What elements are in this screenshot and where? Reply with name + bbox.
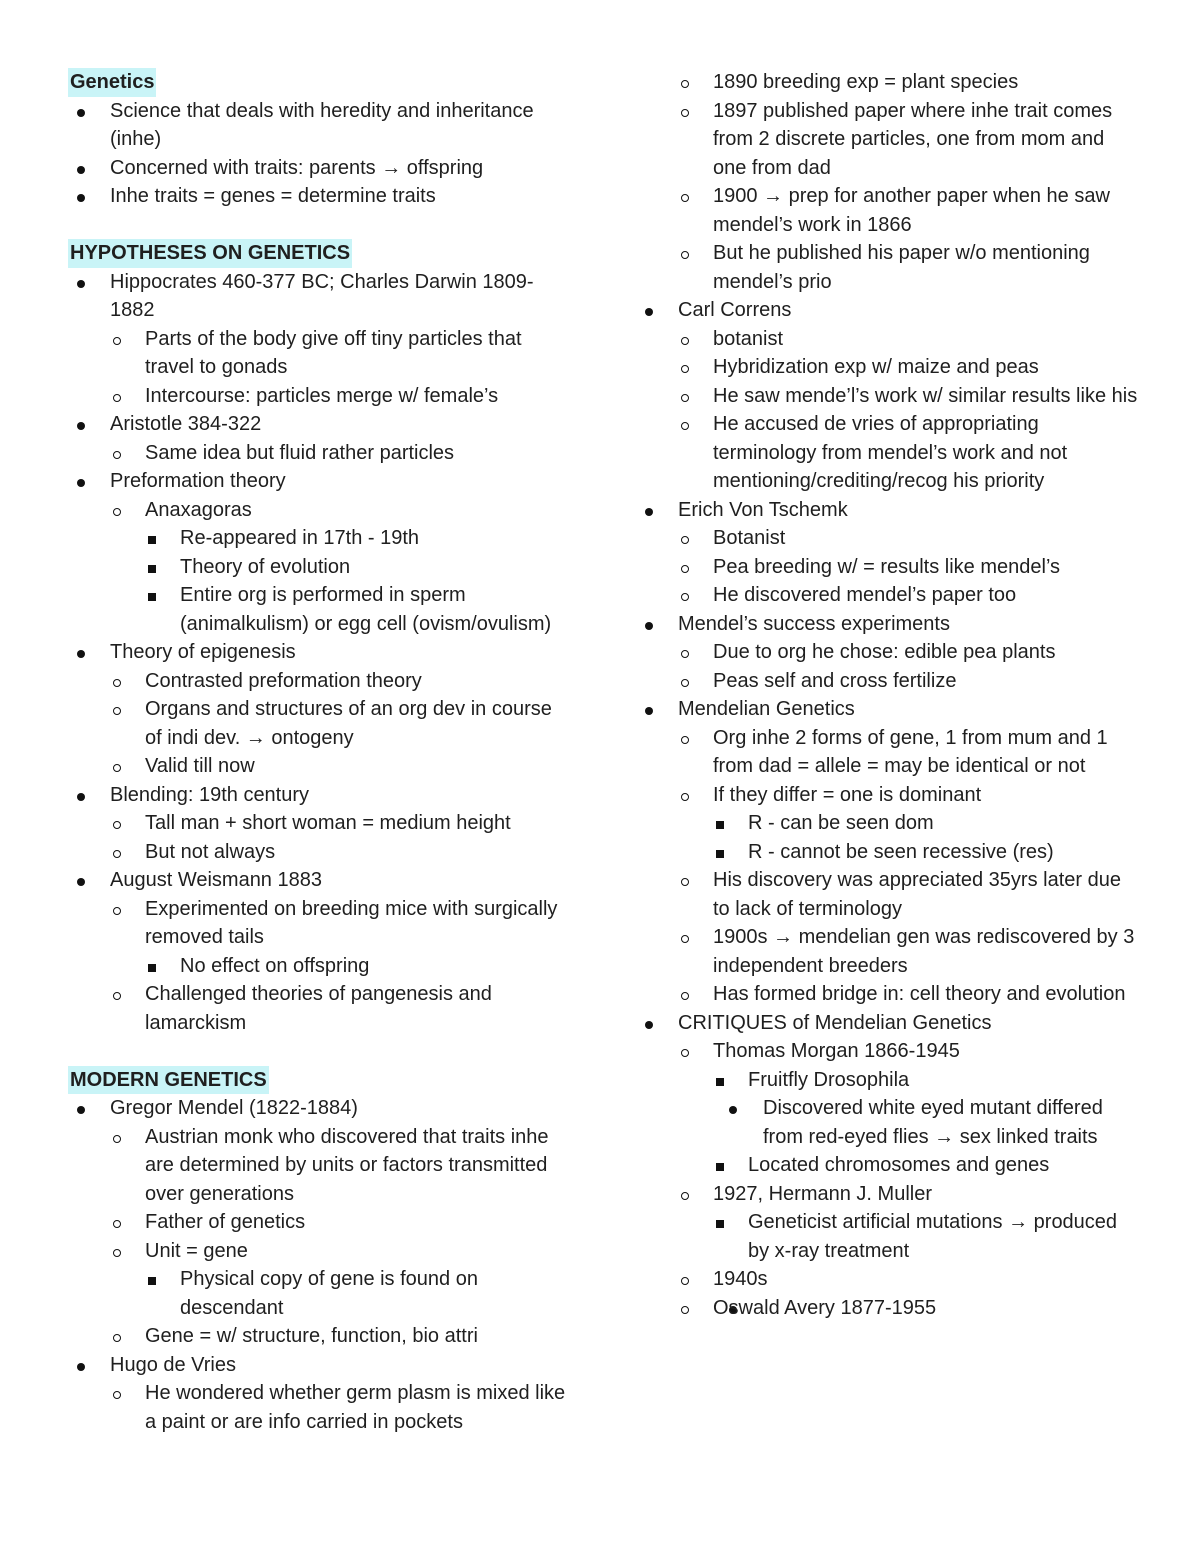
list-item xyxy=(638,496,1138,525)
list-item xyxy=(70,667,570,696)
bullet-circle-icon xyxy=(678,524,692,553)
bullet-circle-icon xyxy=(678,382,692,411)
list-item-text: Organs and structures of an org dev in course of indi dev. → ontogeny xyxy=(145,698,552,749)
list-item-text: Hugo de Vries xyxy=(110,1353,236,1376)
list-item-text: Discovered white eyed mutant differed from red-eyed flies → sex linked traits xyxy=(763,1097,1103,1148)
list-item xyxy=(638,325,1138,354)
bullet-square-icon xyxy=(713,1208,727,1237)
list-item-text: Mendelian Genetics xyxy=(678,698,855,720)
list-item xyxy=(638,1265,1138,1294)
list-item-text: Hippocrates 460-377 BC; Charles Darwin 1809-1882 xyxy=(110,270,534,321)
list-item-text: Aristotle 384-322 xyxy=(110,413,262,435)
list-item xyxy=(638,667,1138,696)
bullet-circle-icon xyxy=(110,382,124,411)
list-item xyxy=(70,524,570,553)
list-item-text: Unit = gene xyxy=(145,1239,248,1262)
list-item-text: Oswald Avery 1877-1955 xyxy=(713,1296,937,1319)
bullet-disc-icon xyxy=(74,781,88,810)
right-column xyxy=(638,68,1138,1322)
bullet-disc-icon xyxy=(642,695,656,724)
bullet-disc-icon xyxy=(74,410,88,439)
bullet-square-icon xyxy=(713,838,727,867)
section-heading: HYPOTHESES ON GENETICS xyxy=(68,239,352,268)
bullet-circle-icon xyxy=(110,895,124,924)
list-item xyxy=(638,524,1138,553)
list-item-text: Intercourse: particles merge w/ female’s xyxy=(145,384,499,407)
list-item-text: His discovery was appreciated 35yrs later due to lack of terminology xyxy=(713,869,1121,920)
list-item xyxy=(638,239,1138,296)
list-item xyxy=(638,1066,1138,1095)
list-item xyxy=(70,182,570,211)
bullet-disc-icon xyxy=(642,610,656,639)
list-item xyxy=(638,1151,1138,1180)
list-item-text: Located chromosomes and genes xyxy=(748,1154,1050,1176)
bullet-circle-icon xyxy=(678,553,692,582)
list-item-text: 1897 published paper where inhe trait comes from 2 discrete particles, one from mom and one from dad xyxy=(713,99,1113,179)
list-item-text: Carl Correns xyxy=(678,299,792,321)
left-column xyxy=(70,68,570,1436)
list-item-text: Valid till now xyxy=(145,755,255,777)
list-item-text: R - can be seen dom xyxy=(748,812,934,834)
list-item xyxy=(638,182,1138,239)
bullet-circle-icon xyxy=(110,695,124,724)
list-item-text: Erich Von Tschemk xyxy=(678,498,848,521)
list-item xyxy=(638,382,1138,411)
list-item-text: Science that deals with heredity and inheritance (inhe) xyxy=(110,99,534,150)
list-item xyxy=(638,923,1138,980)
list-item xyxy=(70,1094,570,1123)
bullet-circle-icon xyxy=(678,781,692,810)
list-item xyxy=(638,1037,1138,1066)
list-item xyxy=(638,838,1138,867)
list-item-text: Same idea but fluid rather particles xyxy=(145,441,455,464)
list-item-text: botanist xyxy=(713,327,784,350)
bullet-disc-icon xyxy=(642,496,656,525)
list-item-text: Pea breeding w/ = results like mendel’s xyxy=(713,555,1061,578)
list-item-text: Org inhe 2 forms of gene, 1 from mum and 1 from dad = allele = may be identical or not xyxy=(713,726,1108,777)
list-item-text: Challenged theories of pangenesis and lamarckism xyxy=(145,983,492,1034)
list-item-text: Anaxagoras xyxy=(145,498,252,521)
bullet-circle-icon xyxy=(678,410,692,439)
list-item xyxy=(70,1123,570,1209)
list-item xyxy=(70,1351,570,1380)
bullet-circle-icon xyxy=(110,1123,124,1152)
list-item xyxy=(638,1094,1138,1151)
list-item xyxy=(638,1009,1138,1038)
bullet-circle-icon xyxy=(678,1180,692,1209)
blank-line xyxy=(70,1037,570,1066)
list-item-text: 1900 → prep for another paper when he saw mendel’s work in 1866 xyxy=(713,185,1110,236)
list-item-text: Theory of epigenesis xyxy=(110,641,296,663)
list-item xyxy=(638,1294,1138,1323)
blank-line xyxy=(70,211,570,240)
section-heading: Genetics xyxy=(68,68,156,97)
list-item xyxy=(70,809,570,838)
list-item-text: Re-appeared in 17th - 19th xyxy=(180,527,420,549)
list-item xyxy=(638,866,1138,923)
bullet-circle-icon xyxy=(110,1237,124,1266)
list-item xyxy=(70,553,570,582)
bullet-square-icon xyxy=(145,1265,159,1294)
list-item-text: Parts of the body give off tiny particles that travel to gonads xyxy=(145,327,522,378)
bullet-disc-icon xyxy=(74,638,88,667)
bullet-circle-icon xyxy=(678,581,692,610)
list-item-text: Concerned with traits: parents → offspring xyxy=(110,156,484,179)
list-item xyxy=(638,980,1138,1009)
list-item-text: Austrian monk who discovered that traits inhe are determined by units or factors transmitted over generations xyxy=(145,1125,549,1205)
list-item xyxy=(70,695,570,752)
list-item xyxy=(638,1208,1138,1265)
list-item xyxy=(70,952,570,981)
list-item xyxy=(70,467,570,496)
list-item-text: Father of genetics xyxy=(145,1211,306,1233)
list-item xyxy=(638,781,1138,810)
bullet-disc-icon xyxy=(74,467,88,496)
section-heading-row xyxy=(70,239,570,268)
list-item-text: Contrasted preformation theory xyxy=(145,669,422,692)
list-item-text: 1940s xyxy=(713,1268,768,1290)
list-item-text: Blending: 19th century xyxy=(110,783,310,806)
bullet-disc-icon xyxy=(74,1094,88,1123)
list-item xyxy=(70,1208,570,1237)
bullet-circle-icon xyxy=(110,667,124,696)
bullet-circle-icon xyxy=(678,923,692,952)
list-item xyxy=(638,296,1138,325)
list-item-text: He wondered whether germ plasm is mixed like a paint or are info carried in pockets xyxy=(145,1382,566,1433)
list-item xyxy=(70,410,570,439)
bullet-circle-icon xyxy=(678,1265,692,1294)
bullet-circle-icon xyxy=(678,667,692,696)
list-item-text: R - cannot be seen recessive (res) xyxy=(748,840,1054,863)
list-item-text: No effect on offspring xyxy=(180,954,370,977)
bullet-circle-icon xyxy=(678,182,692,211)
list-item-text: Mendel’s success experiments xyxy=(678,612,950,635)
list-item-text: But not always xyxy=(145,840,276,863)
list-item xyxy=(638,410,1138,496)
list-item-text: August Weismann 1883 xyxy=(110,869,322,891)
list-item xyxy=(70,838,570,867)
list-item xyxy=(70,154,570,183)
bullet-square-icon xyxy=(713,1151,727,1180)
bullet-circle-icon xyxy=(678,325,692,354)
bullet-circle-icon xyxy=(678,239,692,268)
list-item-text: He accused de vries of appropriating terminology from mendel’s work and not mentioning/crediting/recog his priority xyxy=(713,413,1068,492)
list-item-text: Gregor Mendel (1822-1884) xyxy=(110,1097,358,1119)
bullet-disc-icon xyxy=(726,1094,740,1123)
list-item xyxy=(70,1265,570,1322)
bullet-circle-icon xyxy=(110,838,124,867)
bullet-circle-icon xyxy=(678,866,692,895)
bullet-circle-icon xyxy=(678,1294,692,1323)
bullet-circle-icon xyxy=(110,980,124,1009)
bullet-square-icon xyxy=(145,581,159,610)
bullet-circle-icon xyxy=(110,752,124,781)
list-item xyxy=(638,581,1138,610)
section-heading-row xyxy=(70,68,570,97)
list-item-text: 1900s → mendelian gen was rediscovered by 3 independent breeders xyxy=(713,926,1135,977)
bullet-circle-icon xyxy=(678,97,692,126)
list-item-text: Physical copy of gene is found on descendant xyxy=(180,1268,478,1319)
bullet-square-icon xyxy=(145,553,159,582)
section-heading: MODERN GENETICS xyxy=(68,1066,269,1095)
list-item xyxy=(638,610,1138,639)
list-item xyxy=(70,268,570,325)
list-item xyxy=(638,353,1138,382)
list-item-text: Fruitfly Drosophila xyxy=(748,1068,910,1091)
list-item-text: Entire org is performed in sperm (animalkulism) or egg cell (ovism/ovulism) xyxy=(180,584,552,635)
list-item-text: Hybridization exp w/ maize and peas xyxy=(713,356,1039,378)
list-item-text: Inhe traits = genes = determine traits xyxy=(110,185,436,207)
list-item-text: Preformation theory xyxy=(110,470,286,492)
bullet-circle-icon xyxy=(110,1208,124,1237)
list-item-text: 1927, Hermann J. Muller xyxy=(713,1182,932,1205)
list-item xyxy=(70,638,570,667)
list-item xyxy=(638,1180,1138,1209)
section-heading-row xyxy=(70,1066,570,1095)
list-item xyxy=(638,638,1138,667)
bullet-square-icon xyxy=(145,524,159,553)
list-item xyxy=(70,1379,570,1436)
list-item-text: Has formed bridge in: cell theory and evolution xyxy=(713,983,1126,1005)
bullet-disc-icon xyxy=(74,154,88,183)
bullet-disc-icon xyxy=(642,296,656,325)
bullet-circle-icon xyxy=(110,809,124,838)
bullet-disc-icon xyxy=(74,182,88,211)
list-item-text: Experimented on breeding mice with surgically removed tails xyxy=(145,897,558,948)
list-item xyxy=(70,1322,570,1351)
bullet-circle-icon xyxy=(110,1379,124,1408)
list-item-text: Gene = w/ structure, function, bio attri xyxy=(145,1325,478,1347)
bullet-circle-icon xyxy=(110,325,124,354)
list-item xyxy=(70,752,570,781)
list-item-text: If they differ = one is dominant xyxy=(713,783,982,806)
bullet-circle-icon xyxy=(110,1322,124,1351)
list-item xyxy=(638,68,1138,97)
list-item-text: Geneticist artificial mutations → produced by x-ray treatment xyxy=(748,1211,1118,1262)
list-item xyxy=(638,553,1138,582)
bullet-circle-icon xyxy=(678,68,692,97)
list-item-text: Peas self and cross fertilize xyxy=(713,669,957,692)
bullet-circle-icon xyxy=(110,439,124,468)
list-item xyxy=(638,724,1138,781)
list-item-text: Tall man + short woman = medium height xyxy=(145,812,511,834)
list-item xyxy=(70,980,570,1037)
bullet-circle-icon xyxy=(678,353,692,382)
list-item xyxy=(70,1237,570,1266)
bullet-circle-icon xyxy=(678,724,692,753)
bullet-disc-icon xyxy=(642,1009,656,1038)
bullet-disc-icon xyxy=(74,97,88,126)
list-item xyxy=(70,439,570,468)
bullet-circle-icon xyxy=(678,980,692,1009)
list-item xyxy=(70,496,570,525)
bullet-disc-icon xyxy=(74,866,88,895)
list-item-text: 1890 breeding exp = plant species xyxy=(713,71,1019,93)
list-item xyxy=(70,382,570,411)
list-item-text: CRITIQUES of Mendelian Genetics xyxy=(678,1011,992,1034)
list-item-text: Thomas Morgan 1866-1945 xyxy=(713,1040,960,1062)
list-item xyxy=(638,809,1138,838)
list-item xyxy=(70,895,570,952)
bullet-disc-icon xyxy=(74,1351,88,1380)
bullet-circle-icon xyxy=(678,1037,692,1066)
list-item xyxy=(70,325,570,382)
list-item-text: But he published his paper w/o mentioning mendel’s prio xyxy=(713,242,1090,293)
list-item xyxy=(638,97,1138,183)
list-item xyxy=(70,97,570,154)
list-item xyxy=(70,581,570,638)
list-item-text: Botanist xyxy=(713,527,786,549)
list-item-text: He discovered mendel’s paper too xyxy=(713,584,1017,606)
list-item-text: Theory of evolution xyxy=(180,555,351,578)
list-item xyxy=(70,866,570,895)
bullet-disc-icon xyxy=(74,268,88,297)
list-item xyxy=(70,781,570,810)
bullet-square-icon xyxy=(713,809,727,838)
list-item-text: Due to org he chose: edible pea plants xyxy=(713,641,1056,663)
bullet-circle-icon xyxy=(110,496,124,525)
bullet-square-icon xyxy=(145,952,159,981)
list-item-text: He saw mende’l’s work w/ similar results like his xyxy=(713,384,1138,407)
list-item xyxy=(638,695,1138,724)
bullet-square-icon xyxy=(713,1066,727,1095)
bullet-circle-icon xyxy=(678,638,692,667)
